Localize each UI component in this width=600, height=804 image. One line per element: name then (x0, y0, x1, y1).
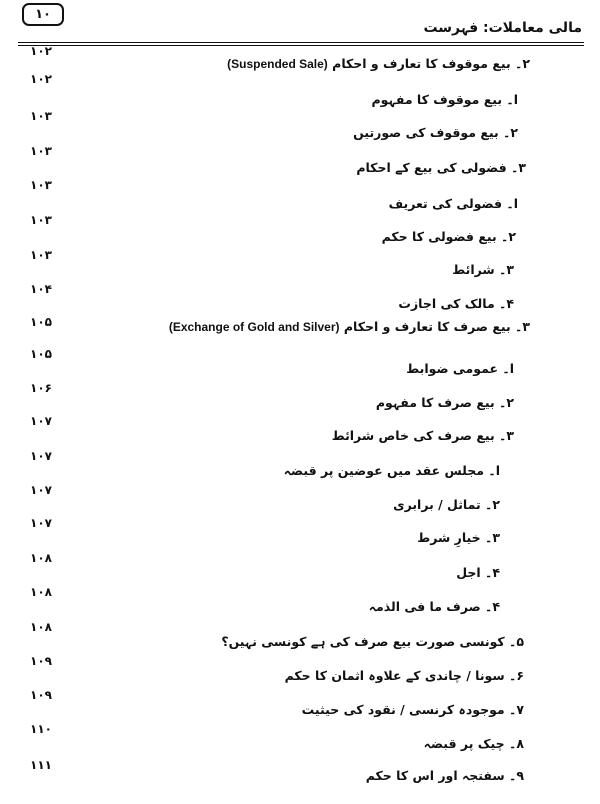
entry-title: ا۔ فضولی کی تعریف (388, 196, 518, 211)
toc-entry-suspended-sale (0, 42, 600, 71)
entry-title-urdu: ۳۔ بیع صرف کا تعارف و احکام (343, 319, 530, 334)
toc-entry (0, 768, 600, 794)
page-ref: ۱۰۸ (30, 551, 52, 565)
page-ref: ۱۰۴ (30, 282, 52, 296)
page-ref: ۱۰۹ (30, 654, 52, 668)
page-ref: ۱۰۷ (30, 414, 52, 428)
page-ref: ۱۰۳ (30, 109, 52, 123)
page-ref: ۱۰۹ (30, 688, 52, 702)
page-title: مالی معاملات: فہرست (423, 20, 582, 36)
page-ref: ۱۰۸ (30, 620, 52, 634)
entry-title: ۵۔ کونسی صورت بیع صرف کی ہے کونسی نہیں؟ (221, 634, 524, 649)
page-ref: ۱۰۶ (30, 381, 52, 395)
page-number: ۱۰ (22, 3, 64, 26)
entry-title: ۴۔ اجل (456, 565, 500, 580)
page-ref: ۱۰۳ (30, 178, 52, 192)
page-ref: ۱۰۷ (30, 516, 52, 530)
page-ref: ۱۰۲ (30, 44, 52, 58)
entry-title: ۲۔ بیع موقوف کی صورتیں (353, 125, 518, 140)
entry-title (169, 319, 530, 334)
page-ref: ۱۱۱ (30, 758, 52, 772)
entry-title: ا۔ عمومی ضوابط (406, 361, 514, 376)
entry-title: ۳۔ بیع صرف کی خاص شرائط (331, 428, 514, 443)
entry-title: ۳۔ فضولی کی بیع کے احکام (356, 160, 526, 175)
entry-title: ۸۔ چیک پر قبضہ (423, 736, 524, 751)
entry-title: ۴۔ مالک کی اجازت (398, 296, 514, 311)
entry-title-english: (Exchange of Gold and Silver) (168, 320, 340, 334)
entry-title: ا۔ مجلس عقد میں عوضین پر قبضہ (283, 463, 500, 478)
page-ref: ۱۰۸ (30, 585, 52, 599)
entry-title (227, 56, 530, 71)
page-ref: ۱۰۳ (30, 213, 52, 227)
page-ref: ۱۱۰ (30, 722, 52, 736)
page-ref: ۱۰۳ (30, 144, 52, 158)
entry-title: ۲۔ بیع فضولی کا حکم (381, 229, 516, 244)
entry-title-urdu: ۲۔ بیع موقوف کا تعارف و احکام (332, 56, 530, 71)
page-ref: ۱۰۵ (30, 347, 52, 361)
page-ref: ۱۰۳ (30, 248, 52, 262)
entry-title: ۷۔ موجودہ کرنسی / نقود کی حیثیت (301, 702, 524, 717)
entry-title: ۹۔ سفتجہ اور اس کا حکم (365, 768, 524, 783)
page-ref: ۱۰۷ (30, 483, 52, 497)
entry-title: ۳۔ شرائط (452, 262, 514, 277)
entry-title: ۲۔ تماثل / برابری (393, 497, 500, 512)
page-ref: ۱۰۲ (30, 72, 52, 86)
entry-title: ا۔ بیع موقوف کا مفہوم (371, 92, 518, 107)
entry-title: ۳۔ خیارِ شرط (417, 530, 500, 545)
toc-entry-gold-silver (0, 315, 600, 341)
entry-title: ۲۔ بیع صرف کا مفہوم (375, 395, 514, 410)
entry-title: ۴۔ صرف ما فی الذمہ (368, 599, 500, 614)
page-ref: ۱۰۷ (30, 449, 52, 463)
page-ref: ۱۰۵ (30, 315, 52, 329)
entry-title: ۶۔ سونا / چاندی کے علاوہ اثمان کا حکم (284, 668, 524, 683)
entry-title-english: (Suspended Sale) (227, 57, 328, 71)
